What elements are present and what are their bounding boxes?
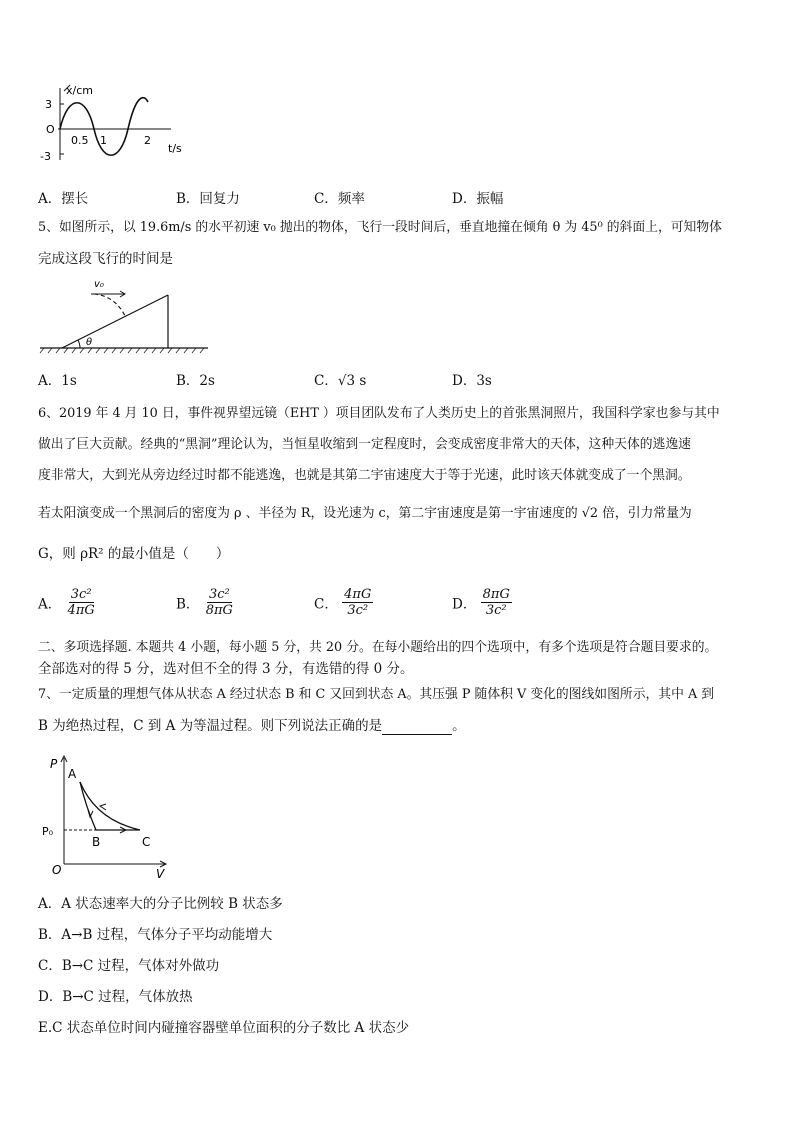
q6-option-b: B． $\frac{\text{3c²}}{8\pi G}$ bbox=[176, 587, 233, 618]
pv-diagram bbox=[38, 752, 178, 882]
q7-line-1: 7、一定质量的理想气体从状态 A 经过状态 B 和 C 又回到状态 A。其压强 P 随体积 V 变化的图线如图所示，其中 A 到 bbox=[38, 687, 715, 702]
q4-option-c: C．频率 bbox=[314, 191, 365, 207]
q6-line-1: 6、2019 年 4 月 10 日，事件视界望远镜（EHT ）项目团队发布了人类历史上的首张黑洞照片，我国科学家也参与其中 bbox=[38, 406, 720, 421]
x-tick-1: 1 bbox=[100, 134, 107, 147]
p-label: P bbox=[50, 757, 58, 771]
q7-option-c: C．B→C 过程，气体对外做功 bbox=[38, 958, 220, 974]
q6-option-a: A． $\frac{\text{3c²}}{4\pi G}$ bbox=[38, 587, 95, 618]
q4-option-b: B．回复力 bbox=[176, 191, 240, 207]
y-tick-3: 3 bbox=[45, 98, 52, 111]
q5-option-b: B．2s bbox=[176, 373, 215, 389]
q7-option-d: D．B→C 过程，气体放热 bbox=[38, 989, 193, 1005]
x-axis-label: t/s bbox=[168, 142, 182, 155]
incline-figure bbox=[36, 274, 216, 356]
q5-option-a: A．1s bbox=[38, 373, 77, 389]
o-label: O bbox=[52, 863, 62, 877]
q4-option-d: D．振幅 bbox=[452, 191, 504, 207]
theta-arc bbox=[78, 340, 80, 348]
y-tick-o: O bbox=[46, 123, 55, 136]
y-tick-neg3: -3 bbox=[40, 150, 51, 163]
ab-curve bbox=[80, 782, 96, 830]
b-label: B bbox=[92, 835, 101, 849]
q5-line-2: 完成这段飞行的时间是 bbox=[38, 251, 173, 267]
q7-option-a: A．A 状态速率大的分子比例较 B 状态多 bbox=[38, 896, 283, 912]
trajectory-curve bbox=[94, 294, 126, 318]
ca-curve bbox=[80, 782, 140, 830]
q4-option-a: A．摆长 bbox=[38, 191, 89, 207]
y-axis-label: x/cm bbox=[66, 84, 93, 97]
q6-line-2: 做出了巨大贡献。经典的“黑洞”理论认为，当恒星收缩到一定程度时，会变成密度非常大的天体，这种天体的逃逸速 bbox=[38, 437, 691, 452]
v0-label: v₀ bbox=[94, 279, 104, 290]
a-label: A bbox=[68, 767, 77, 781]
q7-option-b: B．A→B 过程，气体分子平均动能增大 bbox=[38, 927, 273, 943]
q6-line-4: 若太阳演变成一个黑洞后的密度为 ρ 、半径为 R，设光速为 c，第二宇宙速度是第一宇宙速度的 √2 倍，引力常量为 bbox=[38, 506, 692, 521]
x-tick-05: 0.5 bbox=[71, 134, 89, 147]
theta-label: θ bbox=[86, 337, 93, 348]
q5-option-d: D．3s bbox=[452, 373, 492, 389]
x-tick-2: 2 bbox=[144, 134, 151, 147]
section2-line-2: 全部选对的得 5 分，选对但不全的得 3 分，有选错的得 0 分。 bbox=[38, 661, 414, 677]
c-label: C bbox=[142, 835, 151, 849]
p0-label: P₀ bbox=[42, 825, 54, 838]
oscillation-graph bbox=[36, 82, 196, 172]
q6-line-5: G，则 ρR² 的最小值是（ ） bbox=[38, 546, 230, 562]
q6-line-3: 度非常大，大到光从旁边经过时都不能逃逸，也就是其第二宇宙速度大于等于光速，此时该天体就变成了一个黑洞。 bbox=[38, 468, 691, 483]
q6-option-d: D． $\frac{8\pi G}{\text{3c²}}$ bbox=[452, 587, 510, 618]
answer-blank bbox=[382, 720, 452, 735]
q7-option-e: E.C 状态单位时间内碰撞容器壁单位面积的分子数比 A 状态少 bbox=[38, 1020, 410, 1036]
q6-option-c: C． $\frac{4\pi G}{\text{3c²}}$ bbox=[314, 587, 372, 618]
v-label: V bbox=[156, 867, 165, 881]
q5-line-1: 5、如图所示，以 19.6m/s 的水平初速 v₀ 抛出的物体，飞行一段时间后，垂直地撞在倾角 θ 为 45⁰ 的斜面上，可知物体 bbox=[38, 220, 722, 235]
section2-line-1: 二、多项选择题. 本题共 4 小题，每小题 5 分，共 20 分。在每小题给出的四个选项中，有多个选项是符合题目要求的。 bbox=[38, 640, 718, 655]
q5-option-c: C．√3 s bbox=[314, 373, 367, 389]
q7-line-2: B 为绝热过程，C 到 A 为等温过程。则下列说法正确的是 。 bbox=[38, 718, 466, 734]
